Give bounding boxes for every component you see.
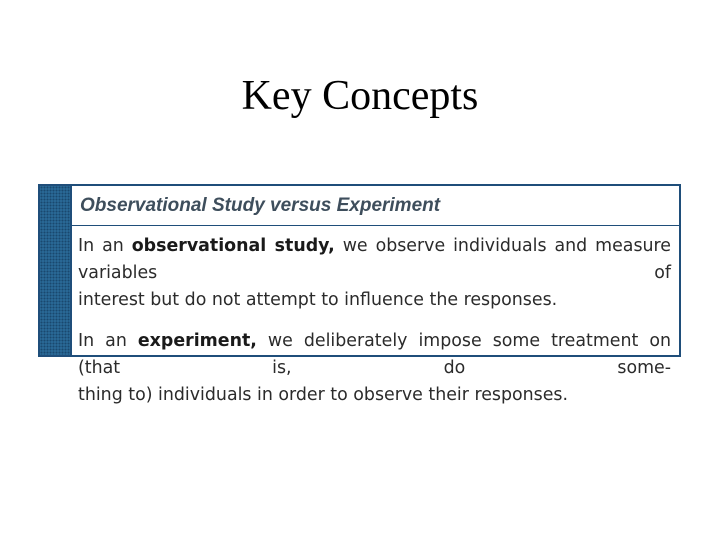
term-observational-study: observational study, [131,236,335,256]
paragraph-line [78,328,671,382]
concept-box [38,184,681,405]
definition-observational-study [78,233,671,314]
box-body [72,227,679,409]
definition-experiment [78,328,671,409]
term-experiment: experiment, [137,331,257,351]
paragraph-line: thing to) individuals in order to observe their responses. [78,385,569,405]
line-rest: we observe individuals and measure variables of [78,236,671,283]
line-prefix: In an [78,331,138,351]
paragraph-line [78,233,671,287]
slide-title: Key Concepts [241,73,479,119]
line-rest: we deliberately impose some treatment on (that is, do some- [78,331,671,378]
line-prefix: In an [78,236,132,256]
box-heading: Observational Study versus Experiment [72,186,679,226]
paragraph-line: interest but do not attempt to influence the responses. [78,290,558,310]
accent-side-bar [40,186,72,355]
